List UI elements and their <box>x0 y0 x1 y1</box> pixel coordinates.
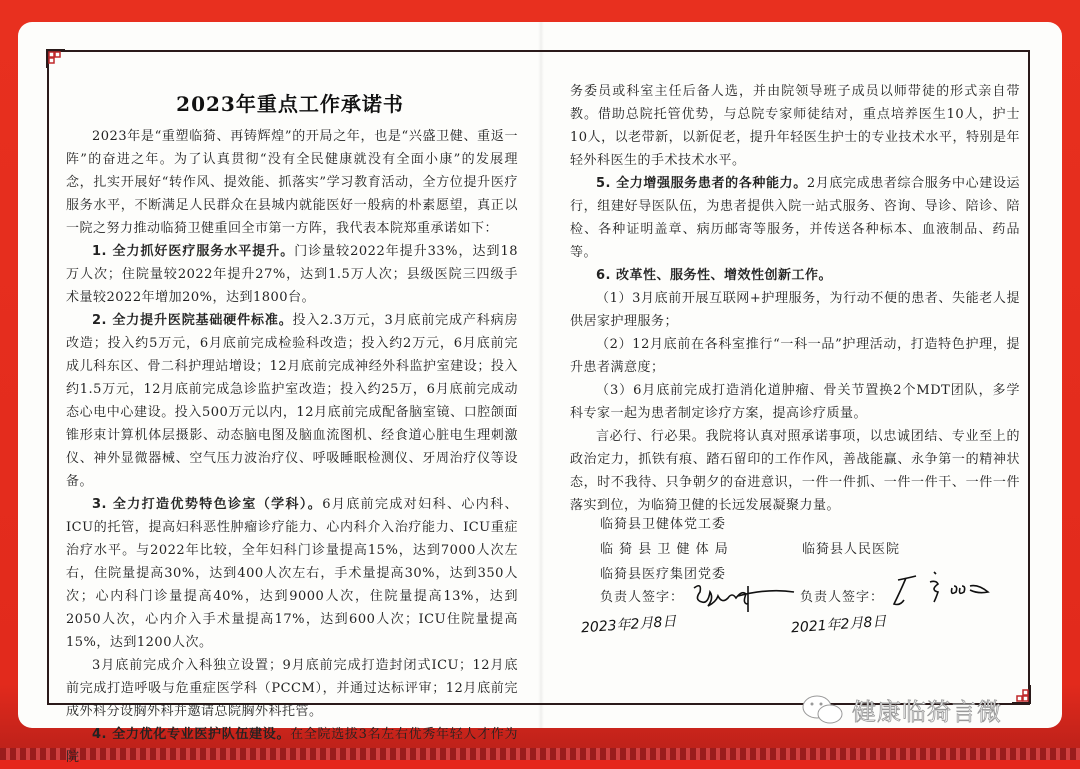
right-handwritten-date: 2021年2月8日 <box>790 613 887 637</box>
wechat-icon <box>800 693 846 727</box>
item-4-body: 在全院选拔3名左右优秀年轻人才作为院 <box>66 727 518 765</box>
item-3-heading: 3. 全力打造优势特色诊室（学科）。 <box>92 497 323 512</box>
right-org: 临猗县人民医院 <box>802 542 901 557</box>
item-1 <box>66 240 518 309</box>
left-page-body <box>66 125 518 769</box>
item-4-heading: 4. 全力优化专业医护队伍建设。 <box>92 727 291 742</box>
left-org-1: 临猗县卫健体党工委 <box>600 517 727 532</box>
item-3-extra: 3月底前完成介入科独立设置；9月底前完成打造封闭式ICU；12月底前完成打造呼吸与危重症医学科（PCCM），并通过达标评审；12月底前完成外科分设胸外科并邀请总院胸外科托管。 <box>66 658 518 719</box>
closing-paragraph: 言必行、行必果。我院将认真对照承诺事项，以忠诚团结、专业至上的政治定力，抓铁有痕、踏石留印的工作作风，善战能赢、永争第一的精神状态，时不我待、只争朝夕的奋进意识，一件一件抓、一件一件干、一件一件落实到位，为临猗卫健的长远发展凝聚力量。 <box>570 429 1020 513</box>
item-6-sub-3: （3）6月底前完成打造消化道肿瘤、骨关节置换2个MDT团队，多学科专家一起为患者制定诊疗方案，提高诊疗质量。 <box>570 383 1020 421</box>
right-handwritten-signature <box>890 566 1000 616</box>
right-signature-label: 负责人签字： <box>800 590 885 605</box>
left-handwritten-date: 2023年2月8日 <box>580 613 677 637</box>
item-1-heading: 1. 全力抓好医疗服务水平提升。 <box>92 244 295 259</box>
item-5-heading: 5. 全力增强服务患者的各种能力。 <box>596 176 807 191</box>
watermark-text: 健康临猗言微 <box>852 698 1002 726</box>
document-title: 2023年重点工作承诺书 <box>176 92 404 116</box>
item-4 <box>66 723 518 769</box>
left-signature-label: 负责人签字： <box>600 590 685 605</box>
item-5 <box>570 172 1020 264</box>
item-3-body: 6月底前完成对妇科、心内科、ICU的托管，提高妇科恶性肿瘤诊疗能力、心内科介入治疗能力、ICU重症治疗水平。与2022年比较，全年妇科门诊量提高15%，达到7000人次左右，住院量提高30%，达到400人次左右，手术量提高30%，达到350人次；心内科门诊量提高40%，达到9000人次，住院量提高13%，达到2050人次，心内介入手术量提高17%，达到600人次；ICU住院量提高15%，达到1200人次。 <box>66 497 518 650</box>
item-1-body: 门诊量较2022年提升33%，达到18万人次；住院量较2022年提升27%，达到1.5万人次；县级医院三四级手术量较2022年增加20%，达到1800台。 <box>66 244 518 305</box>
item-6-sub-1: （1）3月底前开展互联网+护理服务，为行动不便的患者、失能老人提供居家护理服务； <box>570 291 1020 329</box>
item-2 <box>66 309 518 493</box>
right-page-body <box>570 80 1020 517</box>
corner-ornament-bottom-right-icon <box>1010 683 1032 705</box>
corner-ornament-top-left-icon <box>45 48 67 70</box>
intro-paragraph: 2023年是“重塑临猗、再铸辉煌”的开局之年，也是“兴盛卫健、重返一阵”的奋进之年。为了认真贯彻“没有全民健康就没有全面小康”的发展理念，扎实开展好“转作风、提效能、抓落实”学习教育活动，全方位提升医疗服务水平，不断满足人民群众在县城内就能医好一般病的朴素愿望，真正以一院之努力推动临猗卫健重回全市第一方阵，我代表本院郑重承诺如下： <box>66 129 518 236</box>
item-6-sub-2: （2）12月底前在各科室推行“一科一品”护理活动，打造特色护理，提升患者满意度； <box>570 337 1020 375</box>
left-org-3: 临猗县医疗集团党委 <box>600 567 727 582</box>
left-handwritten-signature <box>690 578 800 618</box>
item-2-body: 投入2.3万元，3月底前完成产科病房改造；投入约5万元，6月底前完成检验科改造；投入约2万元，6月底前完成儿科东区、骨二科护理站增设；12月底前完成神经外科监护室建设；投入约1.5万元，12月底前完成急诊监护室改造；投入约25万，6月底前完成动态心电中心建设。投入500万元以内，12月底前完成配备脑室镜、口腔颌面锥形束计算机体层摄影、动态脑电图及脑血流图机、经食道心脏电生理刺激仪、神外显微器械、空气压力波治疗仪、呼吸睡眠检测仪、牙周治疗仪等设备。 <box>66 313 519 489</box>
item-3 <box>66 493 518 654</box>
left-org-2: 临 猗 县 卫 健 体 局 <box>600 542 729 557</box>
item-5-body: 2月底完成患者综合服务中心建设运行，组建好导医队伍，为患者提供入院一站式服务、咨询、导诊、陪诊、陪检、各种证明盖章、病历邮寄等服务，并传送各种标本、血液制品、药品等。 <box>570 176 1020 260</box>
item-6-heading: 6. 改革性、服务性、增效性创新工作。 <box>596 268 833 283</box>
item-6 <box>570 264 1020 287</box>
watermark <box>800 692 1002 727</box>
item-4-continued: 务委员或科室主任后备人选，并由院领导班子成员以师带徒的形式亲自带教。借助总院托管优势，与总院专家师徒结对，重点培养医生10人，护士10人，以老带新，以新促老，提升年轻医生护士的专业技术水平，特别是年轻外科医生的手术技术水平。 <box>570 84 1020 168</box>
item-2-heading: 2. 全力提升医院基础硬件标准。 <box>92 313 293 328</box>
